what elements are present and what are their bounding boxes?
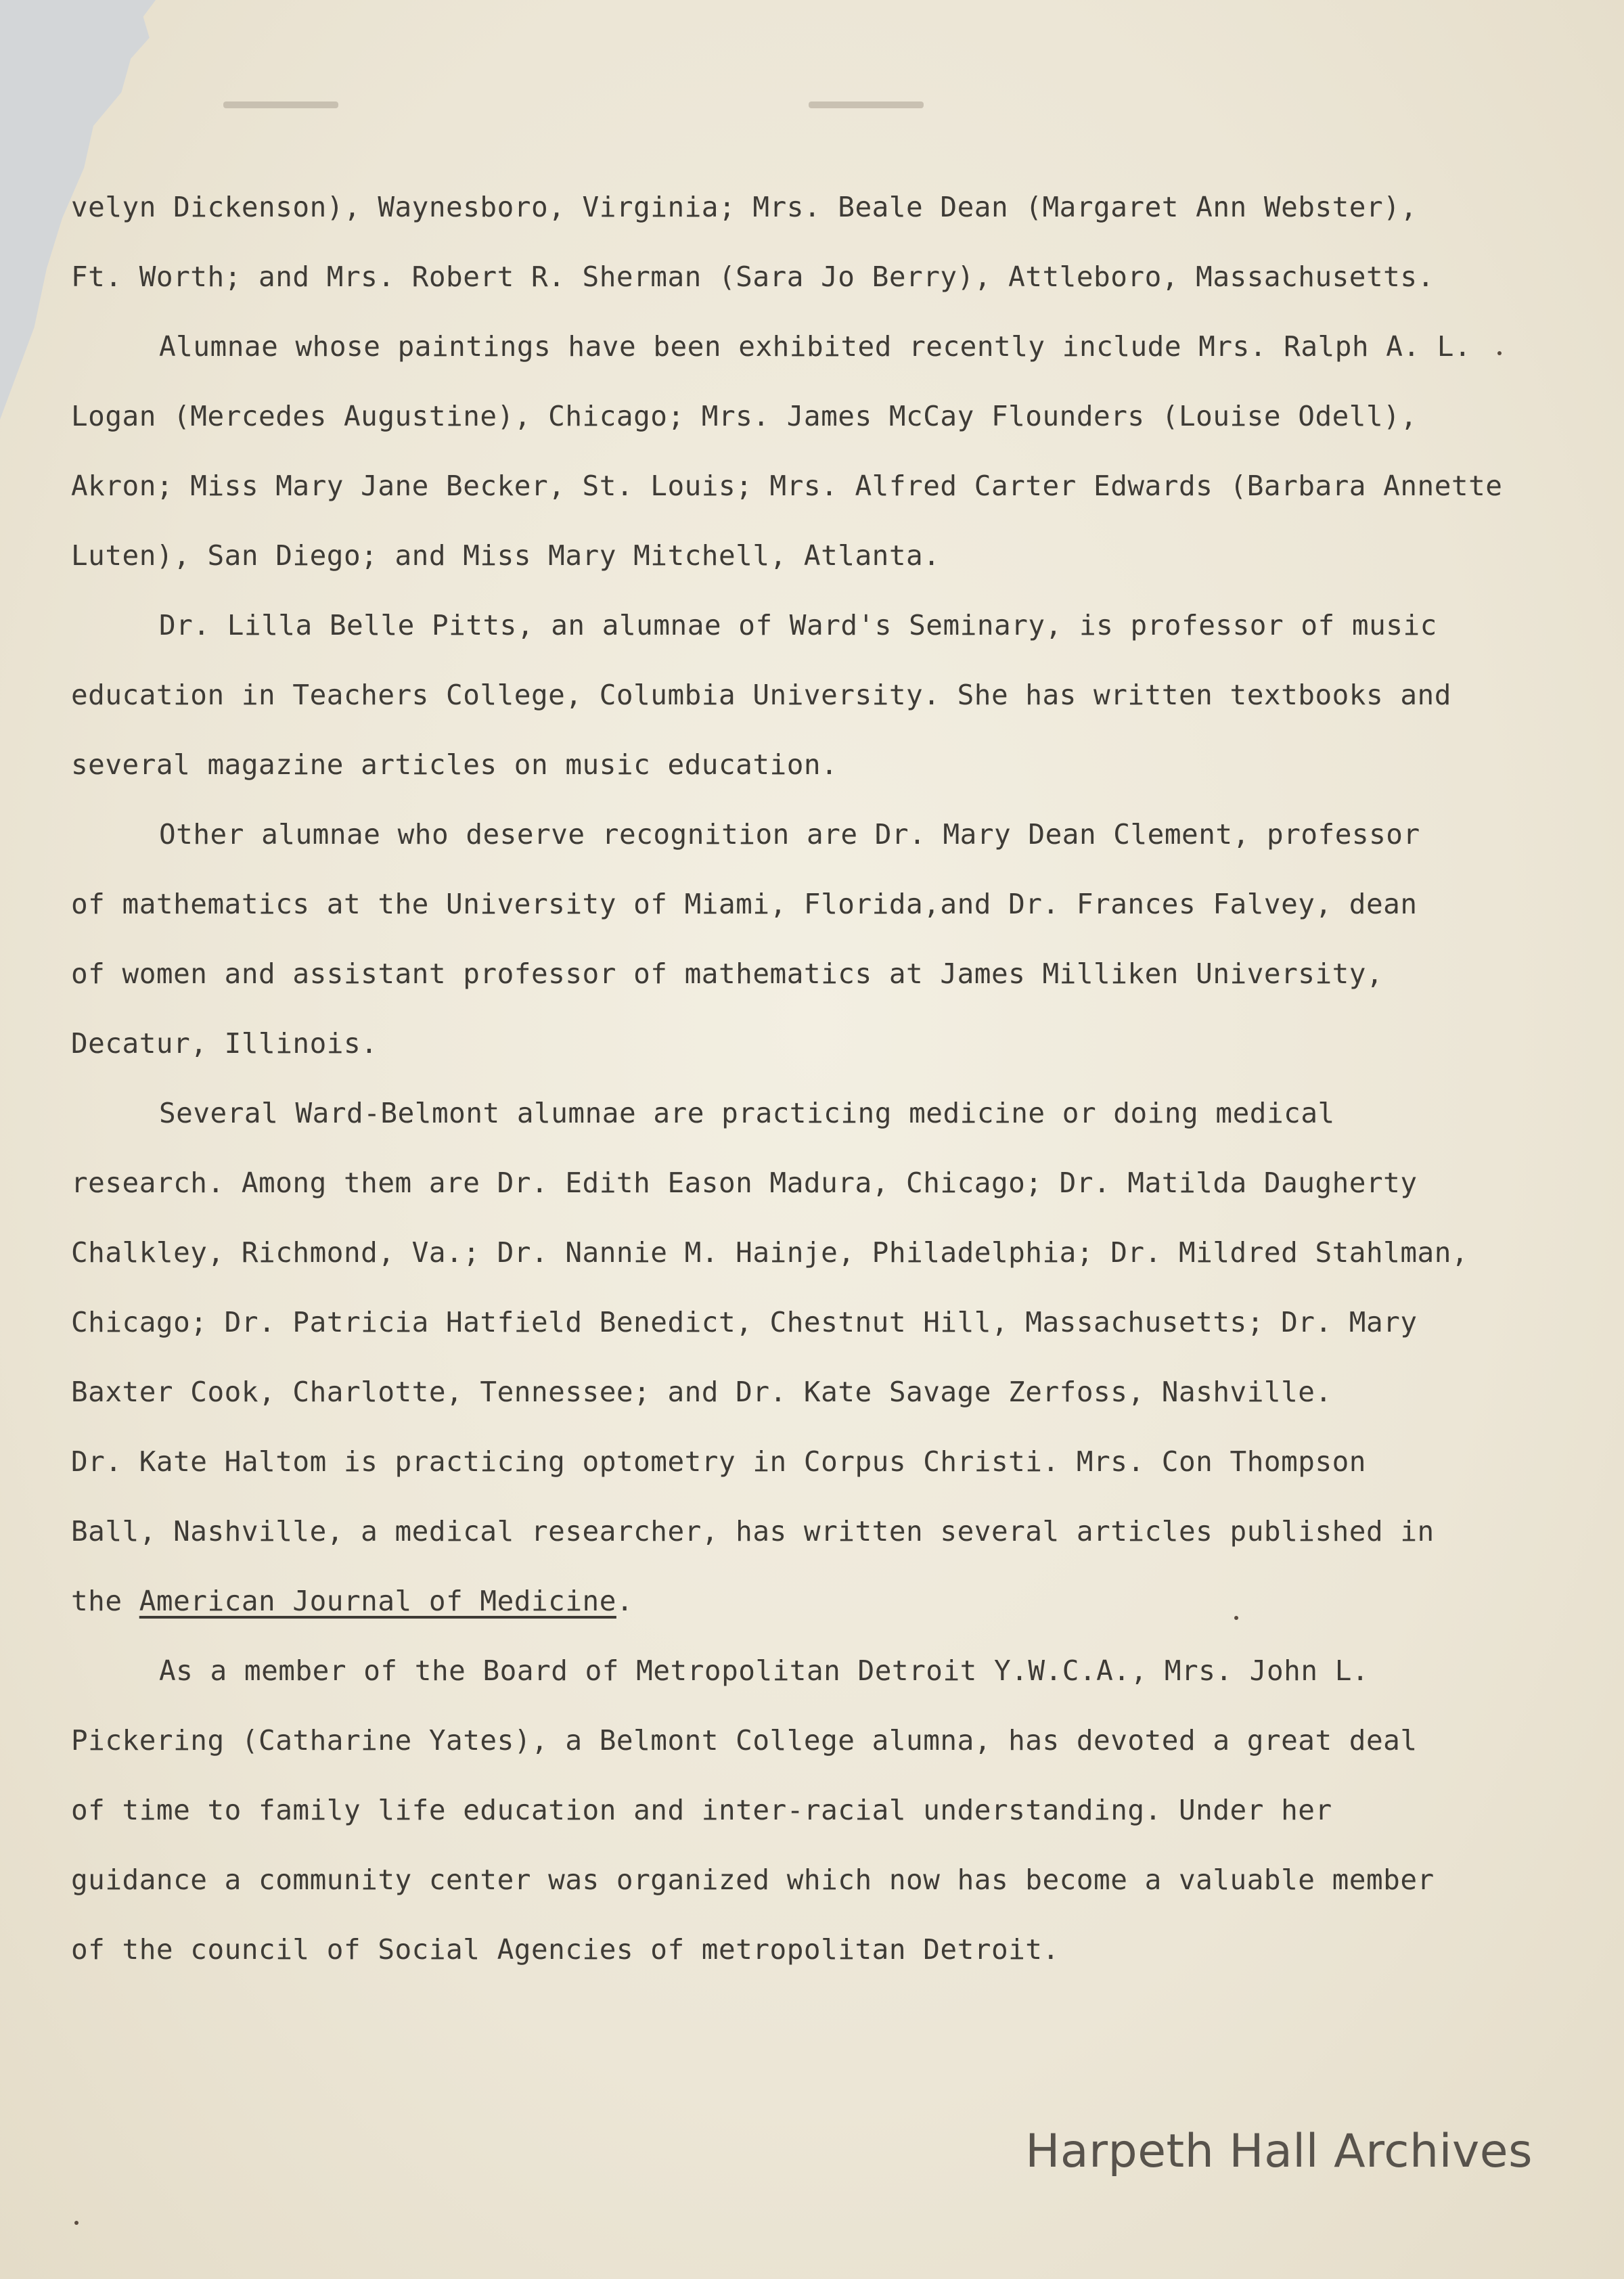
ink-speck: [1497, 351, 1502, 355]
text-line: research. Among them are Dr. Edith Eason Madura, Chicago; Dr. Matilda Daugherty: [71, 1167, 1418, 1199]
text-line: velyn Dickenson), Waynesboro, Virginia; Mrs. Beale Dean (Margaret Ann Webster),: [71, 191, 1418, 223]
archive-watermark: Harpeth Hall Archives: [1025, 2125, 1533, 2178]
ink-speck: [1234, 1616, 1238, 1620]
ink-speck: [74, 2221, 78, 2225]
text-line: of time to family life education and inter-racial understanding. Under her: [71, 1794, 1332, 1826]
journal-line: [71, 1566, 1546, 1636]
text-line: Dr. Kate Haltom is practicing optometry in Corpus Christi. Mrs. Con Thompson: [71, 1445, 1366, 1478]
text-line: of the council of Social Agencies of metropolitan Detroit.: [71, 1933, 1060, 1966]
text-line: As a member of the Board of Metropolitan Detroit Y.W.C.A., Mrs. John L.: [159, 1654, 1370, 1687]
text-line: Alumnae whose paintings have been exhibited recently include Mrs. Ralph A. L.: [159, 330, 1472, 363]
text-line: Other alumnae who deserve recognition are Dr. Mary Dean Clement, professor: [159, 818, 1420, 851]
text-line: Ft. Worth; and Mrs. Robert R. Sherman (Sara Jo Berry), Attleboro, Massachusetts.: [71, 261, 1435, 293]
text-line: education in Teachers College, Columbia University. She has written textbooks and: [71, 679, 1451, 711]
text-line: Dr. Lilla Belle Pitts, an alumnae of Ward's Seminary, is professor of music: [159, 609, 1437, 641]
bleed-mark-right: [809, 101, 924, 108]
text-line: Several Ward-Belmont alumnae are practicing medicine or doing medical: [159, 1097, 1335, 1129]
text-line: guidance a community center was organized which now has become a valuable member: [71, 1864, 1435, 1896]
text-line: Pickering (Catharine Yates), a Belmont College alumna, has devoted a great deal: [71, 1724, 1418, 1757]
typed-text-body: [71, 173, 1546, 1985]
text-line: Akron; Miss Mary Jane Becker, St. Louis; Mrs. Alfred Carter Edwards (Barbara Annette: [71, 470, 1503, 502]
text-line: of women and assistant professor of mathematics at James Milliken University,: [71, 957, 1384, 990]
journal-prefix: the: [71, 1585, 139, 1617]
text-line: Chalkley, Richmond, Va.; Dr. Nannie M. Hainje, Philadelphia; Dr. Mildred Stahlman,: [71, 1236, 1469, 1269]
text-line: Luten), San Diego; and Miss Mary Mitchell, Atlanta.: [71, 539, 941, 572]
text-line: Chicago; Dr. Patricia Hatfield Benedict, Chestnut Hill, Massachusetts; Dr. Mary: [71, 1306, 1418, 1338]
text-line: of mathematics at the University of Miami, Florida,and Dr. Frances Falvey, dean: [71, 888, 1418, 920]
typed-lines: [71, 173, 1546, 1566]
text-line: Baxter Cook, Charlotte, Tennessee; and Dr. Kate Savage Zerfoss, Nashville.: [71, 1376, 1332, 1408]
bleed-mark-left: [223, 101, 338, 108]
journal-suffix: .: [616, 1585, 634, 1617]
text-line: several magazine articles on music education.: [71, 748, 838, 781]
final-paragraph: [71, 1636, 1546, 1985]
text-line: Logan (Mercedes Augustine), Chicago; Mrs. James McCay Flounders (Louise Odell),: [71, 400, 1418, 432]
text-line: Ball, Nashville, a medical researcher, has written several articles published in: [71, 1515, 1435, 1548]
journal-title: American Journal of Medicine: [139, 1585, 616, 1617]
text-line: Decatur, Illinois.: [71, 1027, 378, 1060]
